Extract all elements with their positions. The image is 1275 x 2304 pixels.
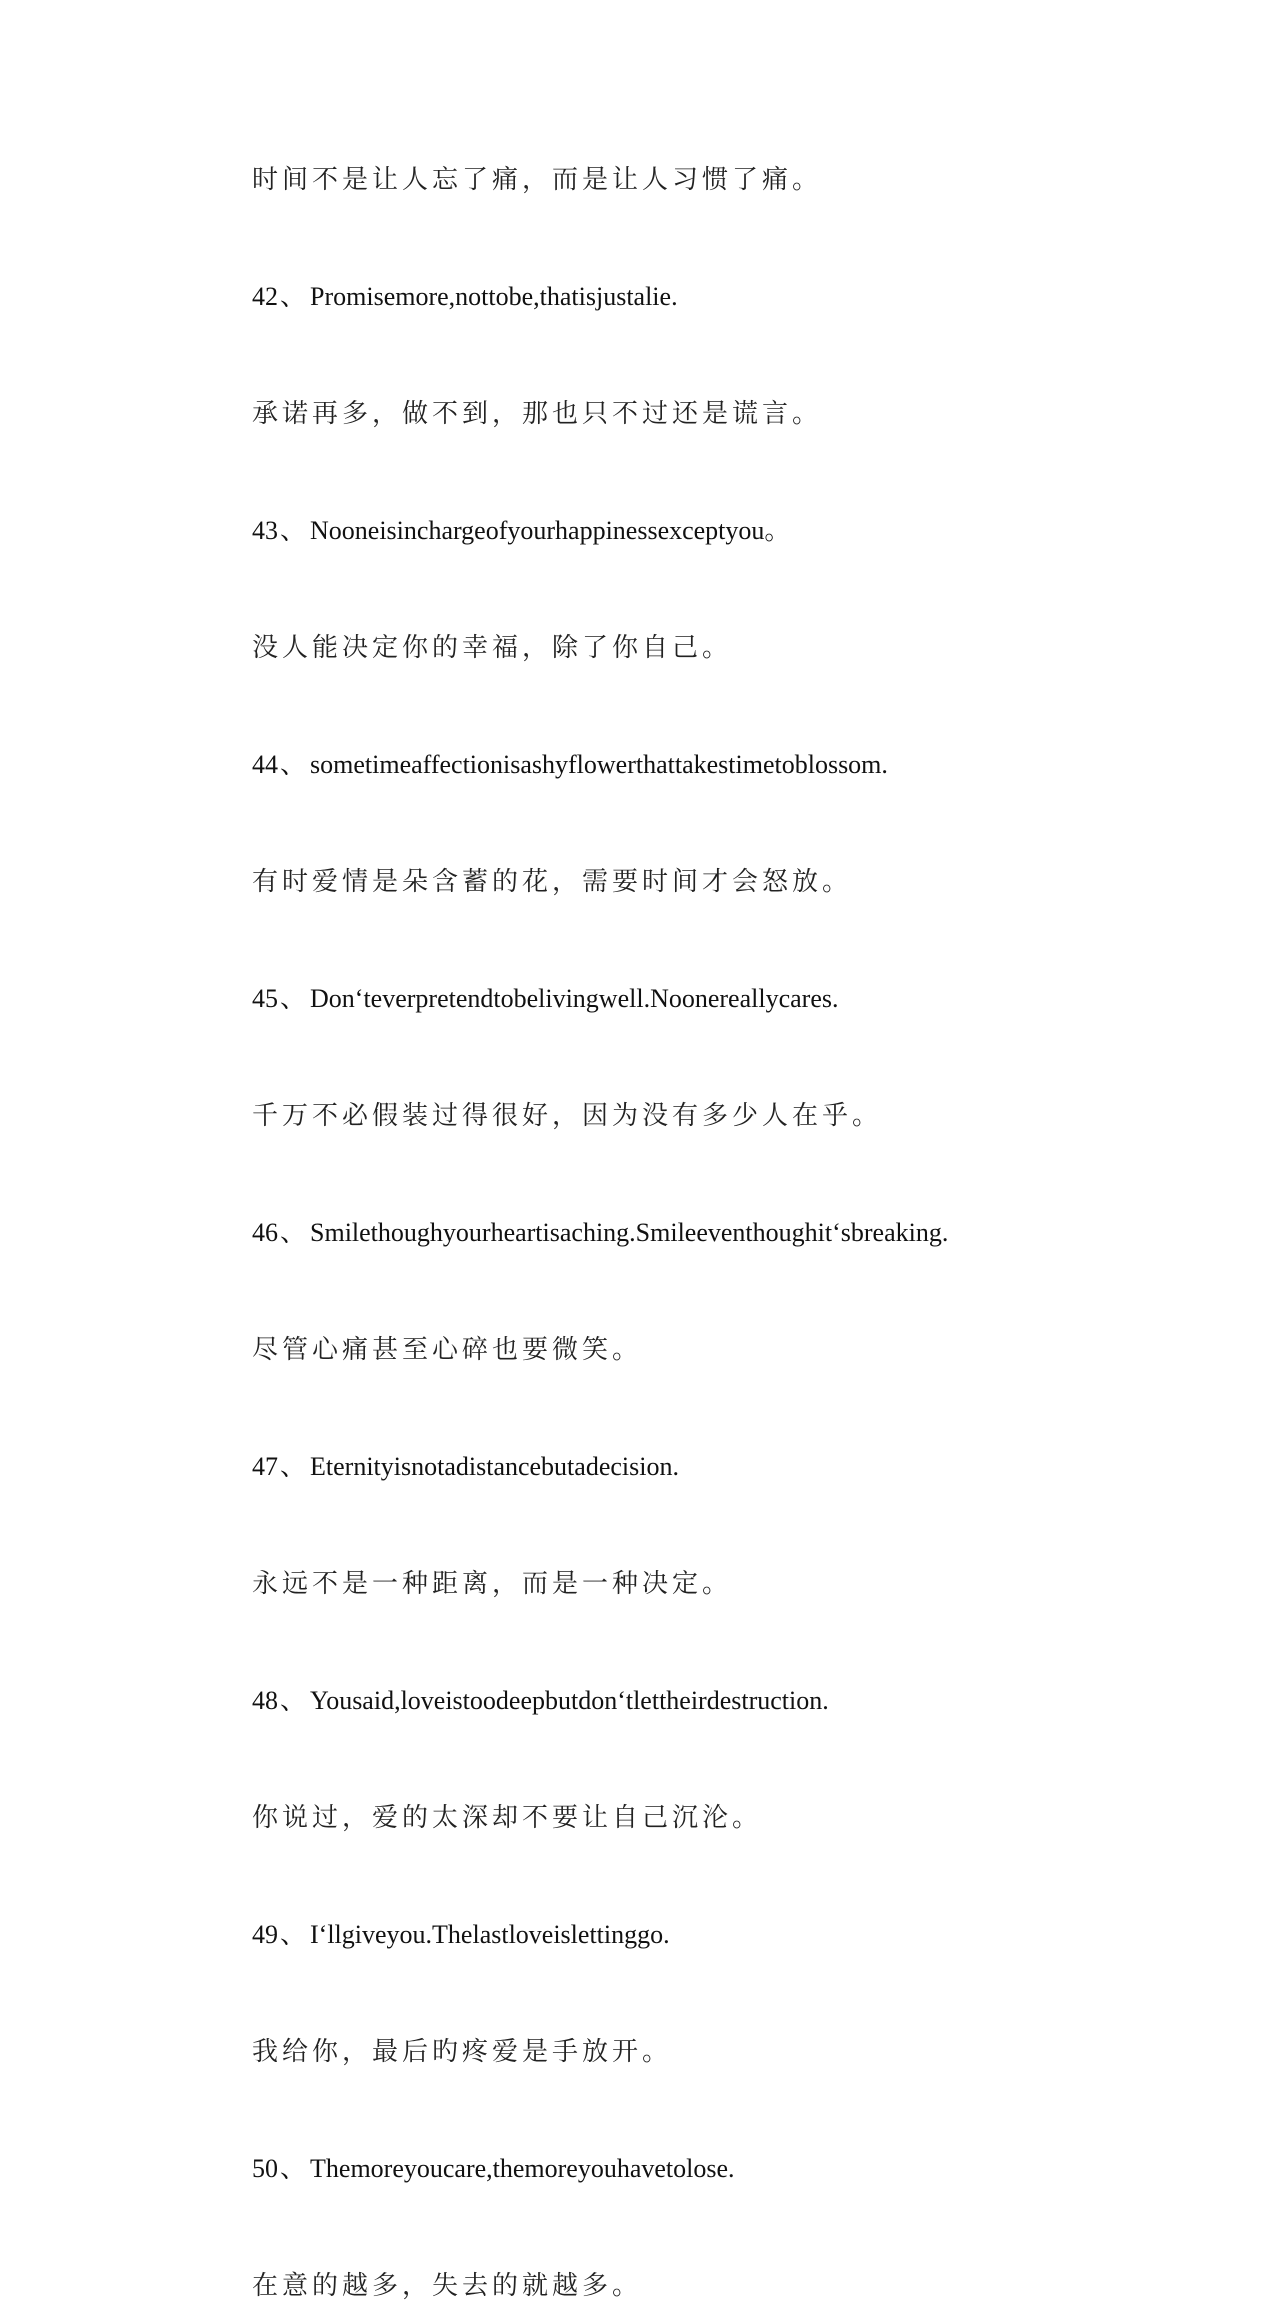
quote-text: Promisemore,nottobe,thatisjustalie. [310, 282, 678, 311]
translation-line: 时间不是让人忘了痛，而是让人习惯了痛。 [252, 165, 823, 195]
quote-separator: 、 [280, 750, 307, 780]
quote-line [252, 279, 1152, 315]
quote-number: 44 [252, 750, 278, 779]
translation-line: 没人能决定你的幸福，除了你自己。 [252, 633, 733, 663]
quote-number: 42 [252, 282, 278, 311]
quote-text: Nooneisinchargeofyourhappinessexceptyou。 [310, 516, 791, 545]
quote-line [252, 1683, 1152, 1719]
translation-line: 承诺再多，做不到，那也只不过还是谎言。 [252, 399, 823, 429]
translation-line: 在意的越多，失去的就越多。 [252, 2271, 643, 2301]
quote-number: 45 [252, 984, 278, 1013]
quote-text: Don‘teverpretendtobelivingwell.Noonereallycares. [310, 984, 839, 1013]
quote-line [252, 981, 1152, 1017]
quote-line [252, 1449, 1152, 1485]
translation-line: 千万不必假装过得很好，因为没有多少人在乎。 [252, 1101, 883, 1131]
quote-number: 46 [252, 1218, 278, 1247]
quote-separator: 、 [280, 516, 307, 546]
quote-number: 50 [252, 2154, 278, 2183]
quote-line [252, 1215, 1152, 1251]
quote-number: 47 [252, 1452, 278, 1481]
translation-line: 你说过，爱的太深却不要让自己沉沦。 [252, 1803, 763, 1833]
translation-line: 尽管心痛甚至心碎也要微笑。 [252, 1335, 643, 1365]
quote-line [252, 747, 1152, 783]
quote-number: 43 [252, 516, 278, 545]
quote-text: Yousaid,loveistoodeepbutdon‘tlettheirdestruction. [310, 1686, 829, 1715]
quote-number: 49 [252, 1920, 278, 1949]
quote-separator: 、 [280, 2154, 307, 2184]
quote-list [252, 162, 1152, 2304]
quote-separator: 、 [280, 1920, 307, 1950]
quote-separator: 、 [280, 1452, 307, 1482]
quote-line [252, 1917, 1152, 1953]
quote-text: Themoreyoucare,themoreyouhavetolose. [310, 2154, 735, 2183]
translation-line: 我给你，最后旳疼爱是手放开。 [252, 2037, 673, 2067]
quote-separator: 、 [280, 1218, 307, 1248]
quote-text: sometimeaffectionisashyflowerthattakestimetoblossom. [310, 750, 888, 779]
quote-line [252, 513, 1152, 549]
quote-separator: 、 [280, 984, 307, 1014]
quote-text: I‘llgiveyou.Thelastloveislettinggo. [310, 1920, 670, 1949]
translation-line: 永远不是一种距离，而是一种决定。 [252, 1569, 733, 1599]
quote-number: 48 [252, 1686, 278, 1715]
quote-separator: 、 [280, 1686, 307, 1716]
translation-line: 有时爱情是朵含蓄的花，需要时间才会怒放。 [252, 867, 853, 897]
quote-text: Smilethoughyourheartisaching.Smileeventhoughit‘sbreaking. [310, 1218, 949, 1247]
quote-text: Eternityisnotadistancebutadecision. [310, 1452, 679, 1481]
quote-separator: 、 [280, 282, 307, 312]
quote-line [252, 2151, 1152, 2187]
